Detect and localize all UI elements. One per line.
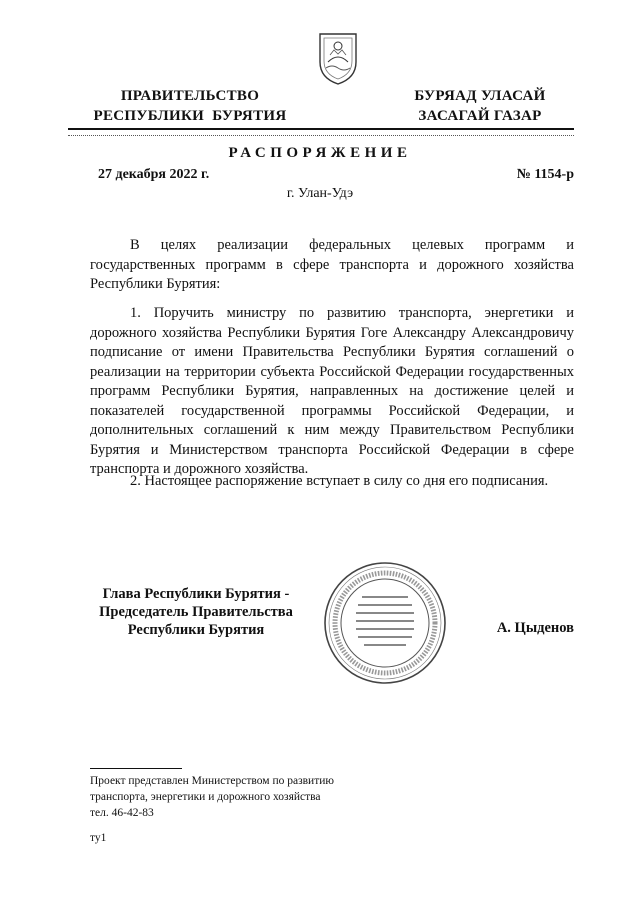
body-paragraph: В целях реализации федеральных целевых программ и государственных программ в сфере транспорта и дорожного хозяйства Республики Бурятия: [90,237,574,292]
signatory-position-line: Председатель Правительства [99,604,293,620]
issuer-name-buryat [400,86,560,126]
issuer-line-2-buryat: ЗАСАГАЙ ГАЗАР [418,108,542,124]
document-date: 27 декабря 2022 г. [98,167,210,182]
body-paragraph: 2. Настоящее распоряжение вступает в силу со дня его подписания. [130,473,549,489]
signatory-name: А. Цыденов [496,620,574,636]
typist-initials: ту1 [90,832,107,844]
signatory-position-line: Республики Бурятия [127,622,265,638]
draft-author-line: Проект представлен Министерством по развитию [90,775,334,787]
issuer-name-russian [90,86,290,126]
signatory-position [90,585,302,639]
draft-author-phone: тел. 46-42-83 [90,807,154,819]
header-divider-dotted [68,135,574,136]
header-divider [68,128,574,130]
body-paragraph: 1. Поручить министру по развитию транспорта, энергетики и дорожного хозяйства Республики Бурятия Гоге Александру Александровичу подписание от имени Правительства Республики Бурятия соглашений о реализации на территории субъекта Российской Федерации государственных программ Республики Бурятия, направленных на достижение целей и показателей государственной программы Российской Федерации, и дополнительных соглашений к ним между Правительством Республики Бурятия и Министерством транспорта Российской Федерации в сфере транспорта и дорожного хозяйства. [90,305,574,477]
document-title: РАСПОРЯЖЕНИЕ [228,145,412,161]
footnote-divider [90,768,182,769]
draft-author-line: транспорта, энергетики и дорожного хозяйства [90,791,321,803]
draft-author-note [90,773,334,821]
issuer-line-1: ПРАВИТЕЛЬСТВО [120,88,260,104]
coat-of-arms-icon [314,28,362,86]
document-number: № 1154-р [516,167,574,182]
document-city: г. Улан-Удэ [286,186,354,201]
signatory-position-line: Глава Республики Бурятия - [102,586,290,602]
issuer-line-1-buryat: БУРЯАД УЛАСАЙ [414,88,546,104]
issuer-line-2: РЕСПУБЛИКИ БУРЯТИЯ [93,108,287,124]
seal-stamp-icon [322,560,448,686]
